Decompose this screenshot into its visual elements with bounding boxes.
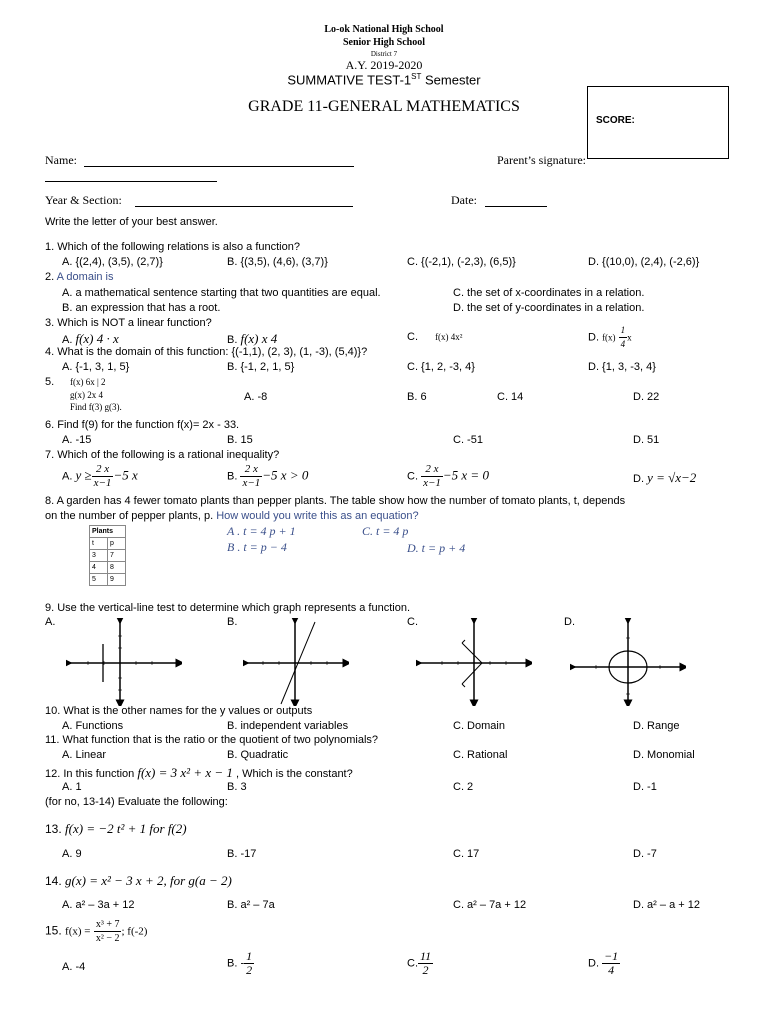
- q2-option-a[interactable]: A. a mathematical sentence starting that two quantities are equal.: [62, 287, 381, 299]
- q9-label-b[interactable]: B.: [227, 616, 238, 628]
- q3-option-a[interactable]: A. f(x) 4 · x: [62, 331, 119, 346]
- q2-stem: 2. A domain is: [45, 271, 114, 283]
- name-field[interactable]: [84, 166, 354, 167]
- score-label: SCORE:: [596, 115, 635, 126]
- q11-option-b[interactable]: B. Quadratic: [227, 749, 289, 761]
- q3-option-b[interactable]: B. f(x) x 4: [227, 331, 278, 346]
- q7-option-a[interactable]: A. y ≥ $\frac{2 x}{x-1}$ −5 x: [62, 463, 138, 489]
- q5-line-3: Find f(3) g(3).: [70, 402, 122, 412]
- q3-stem: 3. Which is NOT a linear function?: [45, 317, 212, 329]
- q9-label-c[interactable]: C.: [407, 616, 418, 628]
- date-field[interactable]: [485, 206, 547, 207]
- subject-title: GRADE 11-GENERAL MATHEMATICS: [248, 98, 520, 115]
- q13-option-c[interactable]: C. 17: [453, 848, 480, 860]
- instructions: Write the letter of your best answer.: [45, 216, 218, 228]
- q7-option-c[interactable]: C. $\frac{2 x}{x-1}$ −5 x = 0: [407, 463, 489, 489]
- q7-option-d[interactable]: D. y = √x−2: [633, 470, 697, 485]
- q5-option-a[interactable]: A. -8: [244, 391, 268, 403]
- q12-option-d[interactable]: D. -1: [633, 781, 657, 793]
- plants-table-head-t: t: [90, 538, 108, 550]
- q14-option-c[interactable]: C. a² – 7a + 12: [453, 899, 527, 911]
- name-label: Name:: [45, 153, 77, 167]
- graph-d[interactable]: [570, 618, 686, 706]
- q4-stem: 4. What is the domain of this function: {(-1,1), (2, 3), (1, -3), (5,4)}?: [45, 346, 368, 358]
- q6-option-d[interactable]: D. 51: [633, 434, 660, 446]
- score-box: [587, 86, 729, 159]
- year-section-label: Year & Section:: [45, 193, 122, 207]
- parent-signature-label: Parent’s signature:: [497, 153, 586, 167]
- q4-option-d[interactable]: D. {1, 3, -3, 4}: [588, 361, 656, 373]
- q7-stem: 7. Which of the following is a rational inequality?: [45, 449, 280, 461]
- q12-option-a[interactable]: A. 1: [62, 781, 82, 793]
- academic-year: A.Y. 2019-2020: [345, 58, 423, 72]
- q1-option-c[interactable]: C. {(-2,1), (-2,3), (6,5)}: [407, 256, 516, 268]
- q14-stem: 14. g(x) = x² − 3 x + 2, for g(a − 2): [45, 873, 232, 888]
- q13-option-a[interactable]: A. 9: [62, 848, 82, 860]
- q2-option-b[interactable]: B. an expression that has a root.: [62, 302, 221, 314]
- school-name: Lo-ok National High School: [324, 24, 444, 35]
- q13-option-b[interactable]: B. -17: [227, 848, 257, 860]
- q6-option-b[interactable]: B. 15: [227, 434, 253, 446]
- q9-label-a[interactable]: A.: [45, 616, 56, 628]
- q8-option-c[interactable]: C. t = 4 p: [362, 524, 409, 538]
- q8-stem-line-2: on the number of pepper plants, p. How would you write this as an equation?: [45, 510, 419, 522]
- test-title: SUMMATIVE TEST-1ST Semester: [287, 72, 481, 88]
- q5-line-2: g(x) 2x 4: [70, 390, 103, 400]
- q6-stem: 6. Find f(9) for the function f(x)= 2x - 33.: [45, 419, 240, 431]
- q11-stem: 11. What function that is the ratio or the quotient of two polynomials?: [45, 734, 379, 746]
- q9-stem: 9. Use the vertical-line test to determine which graph represents a function.: [45, 602, 411, 614]
- q2-option-d[interactable]: D. the set of y-coordinates in a relation.: [453, 302, 645, 314]
- table-row: 4 8: [90, 562, 126, 574]
- plants-table: [89, 525, 126, 586]
- q10-stem: 10. What is the other names for the y values or outputs: [45, 705, 313, 717]
- q9-label-d[interactable]: D.: [564, 616, 575, 628]
- q3-option-d[interactable]: D. f(x) $\frac{1}{4}$ x: [588, 325, 632, 349]
- q15-option-d[interactable]: D. $\frac{-1}{4}$: [588, 949, 619, 977]
- q6-option-a[interactable]: A. -15: [62, 434, 92, 446]
- q10-option-b[interactable]: B. independent variables: [227, 720, 349, 732]
- q8-stem-line-1: 8. A garden has 4 fewer tomato plants than pepper plants. The table show how the number of tomato plants, t, depends: [45, 495, 626, 507]
- q11-option-d[interactable]: D. Monomial: [633, 749, 695, 761]
- q3-option-c[interactable]: C. f(x) 4x²: [407, 331, 463, 343]
- q10-option-c[interactable]: C. Domain: [453, 720, 505, 732]
- date-label: Date:: [451, 193, 477, 207]
- q11-option-a[interactable]: A. Linear: [62, 749, 107, 761]
- q5-line-1: f(x) 6x | 2: [70, 377, 106, 387]
- q1-stem: 1. Which of the following relations is also a function?: [45, 241, 300, 253]
- q7-option-b[interactable]: B. $\frac{2 x}{x-1}$ −5 x > 0: [227, 463, 309, 489]
- q6-option-c[interactable]: C. -51: [453, 434, 483, 446]
- q15-option-a[interactable]: A. -4: [62, 961, 86, 973]
- district: District 7: [370, 50, 398, 58]
- parent-signature-field[interactable]: [45, 181, 217, 182]
- table-row: 5 9: [90, 574, 126, 586]
- table-row: 3 7: [90, 550, 126, 562]
- q15-stem: 15. f(x) = $\frac{\text{x³ + 7}}{\text{x² − 2}}$ ; f(-2): [45, 919, 148, 944]
- q10-option-d[interactable]: D. Range: [633, 720, 680, 732]
- q1-option-b[interactable]: B. {(3,5), (4,6), (3,7)}: [227, 256, 328, 268]
- graph-b[interactable]: [243, 618, 349, 706]
- q13-option-d[interactable]: D. -7: [633, 848, 657, 860]
- q15-option-b[interactable]: B. - $\frac{1}{2}$: [227, 949, 253, 977]
- q8-option-b[interactable]: B . t = p − 4: [227, 540, 287, 554]
- evaluate-note: (for no, 13-14) Evaluate the following:: [45, 796, 228, 808]
- plants-table-head-p: p: [108, 538, 126, 550]
- q13-stem: 13. f(x) = −2 t² + 1 for f(2): [45, 821, 187, 836]
- q11-option-c[interactable]: C. Rational: [453, 749, 508, 761]
- q14-option-d[interactable]: D. a² – a + 12: [633, 899, 700, 911]
- q12-option-c[interactable]: C. 2: [453, 781, 474, 793]
- q1-option-a[interactable]: A. {(2,4), (3,5), (2,7)}: [62, 256, 163, 268]
- q5-number: 5.: [45, 376, 55, 388]
- q4-option-c[interactable]: C. {1, 2, -3, 4}: [407, 361, 475, 373]
- graph-c[interactable]: [416, 618, 532, 706]
- q8-option-a[interactable]: A . t = 4 p + 1: [227, 524, 296, 538]
- q4-option-a[interactable]: A. {-1, 3, 1, 5}: [62, 361, 130, 373]
- school-level: Senior High School: [342, 37, 426, 48]
- q12-stem: 12. In this function f(x) = 3 x² + x − 1 , Which is the constant?: [45, 765, 353, 780]
- year-section-field[interactable]: [135, 206, 353, 207]
- plants-table-title: Plants: [90, 526, 126, 538]
- graph-a[interactable]: [66, 618, 182, 706]
- q8-option-d[interactable]: D. t = p + 4: [407, 541, 466, 555]
- q5-option-d[interactable]: D. 22: [633, 391, 660, 403]
- q14-option-b[interactable]: B. a² – 7a: [227, 899, 275, 911]
- q14-option-a[interactable]: A. a² – 3a + 12: [62, 899, 135, 911]
- q4-option-b[interactable]: B. {-1, 2, 1, 5}: [227, 361, 295, 373]
- q12-option-b[interactable]: B. 3: [227, 781, 247, 793]
- q1-option-d[interactable]: D. {(10,0), (2,4), (-2,6)}: [588, 256, 700, 268]
- q2-option-c[interactable]: C. the set of x-coordinates in a relation.: [453, 287, 645, 299]
- q5-option-c[interactable]: C. 14: [497, 391, 524, 403]
- q10-option-a[interactable]: A. Functions: [62, 720, 124, 732]
- q15-option-c[interactable]: C. $\frac{11}{2}$: [407, 949, 432, 977]
- q5-option-b[interactable]: B. 6: [407, 391, 427, 403]
